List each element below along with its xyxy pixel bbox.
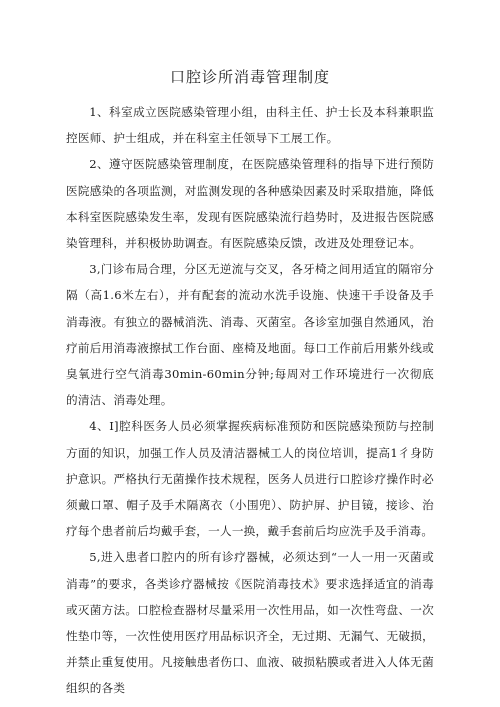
- paragraph-3: 3,门诊布局合理，分区无逆流与交叉，各牙椅之间用适宜的隔帘分隔（高1.6米左右），并有配套的流动水洗手设施、快速干手设备及手消毒液。有独立的器械消洗、消毒、灭菌室。各诊室加强自然通风，治疗前后用消毒液擦拭工作台面、座椅及地面。每口工作前后用紫外线或臭氧进行空气消毒30min-60min分钟;每周对工作环境进行一次彻底的清洁、消毒处理。: [66, 262, 434, 408]
- paragraph-2: 2、遵守医院感染管理制度，在医院感染管理科的指导下进行预防医院感染的各项监测，对监测发现的各种感染因素及时采取措施，降低本科室医院感染发生率，发现有医院感染流行趋势时，及进报告医院感染管理科，并积极协助调查。有医院感染反馈，改进及处理登记本。: [66, 157, 434, 251]
- paragraph-5: 5,进入患者口腔内的所有诊疗器械，必须达到“一人一用一灭菌或消毒”的要求，各类诊疗器械按《医院消毒技术》要求选择适宜的消毒或灭菌方法。口腔检查器材尽量采用一次性用品，如一次性弯盘、一次性垫巾等，一次性使用医疗用品标识齐全，无过期、无漏气、无破损，并禁止重复使用。凡接触患者伤口、血液、破损粘膜或者进入人体无菌组织的各类: [66, 550, 434, 696]
- paragraph-4: 4、I]腔科医务人员必须掌握疾病标准预防和医院感染预防与控制方面的知识，加强工作人员及清洁器械工人的岗位培训，提高1彳身防护意识。严格执行无菌操作技术规程，医务人员进行口腔诊疗操作时必须戴口罩、帽子及手术隔离衣（小围兜）、防护屏、护目镜，接诊、治疗每个患者前后均戴手套，一人一换，戴手套前后均应洗手及手消毒。: [66, 419, 434, 539]
- document-title: 口腔诊所消毒管理制度: [169, 68, 330, 86]
- paragraph-1: 1、科室成立医院感染管理小组，由科主任、护士长及本科兼职监控医师、护士组成，并在科室主任领导下工展工作。: [66, 105, 434, 146]
